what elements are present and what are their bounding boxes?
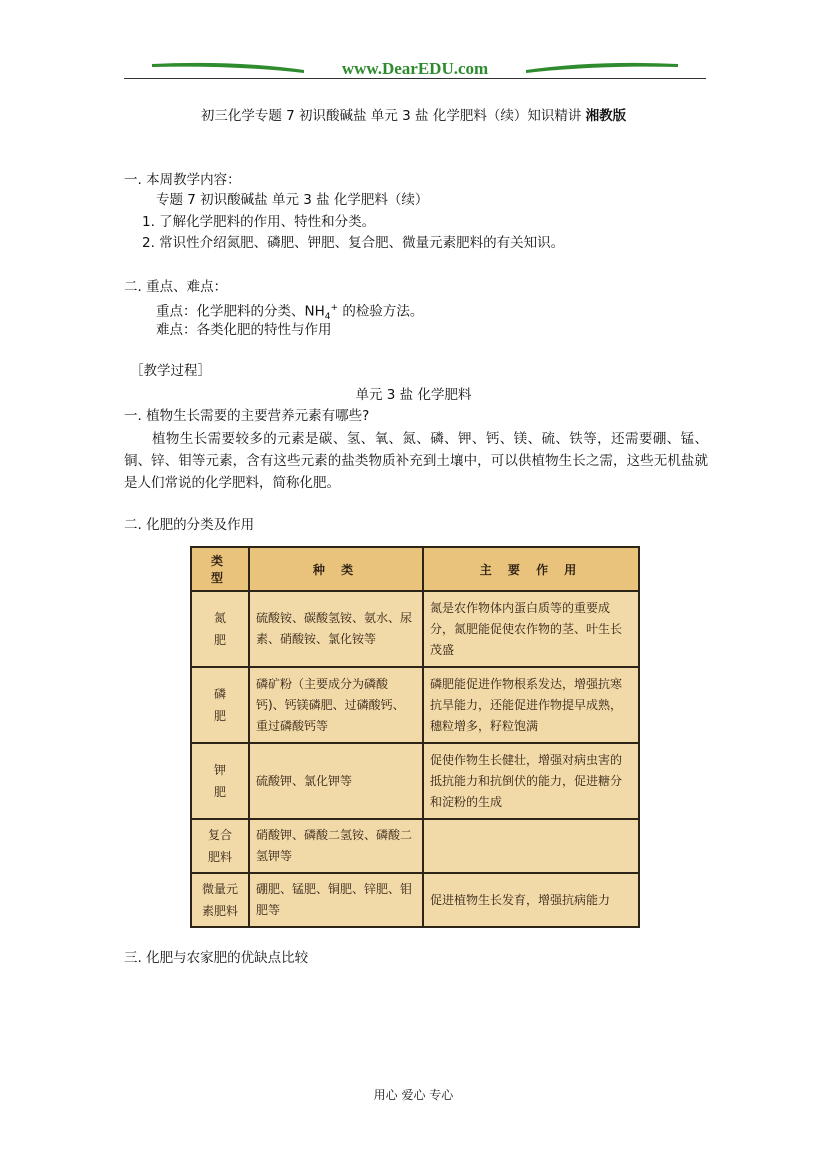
row-kinds: 硫酸铵、碳酸氢铵、氨水、尿素、硝酸铵、氯化铵等 — [249, 591, 423, 667]
question-1-paragraph: 植物生长需要较多的元素是碳、氢、氧、氮、磷、钾、钙、镁、硫、铁等，还需要硼、锰、铜、锌、钼等元素，含有这些元素的盐类物质补充到土壤中，可以供植物生长之需，这些无机盐就是人们常说的化学肥料，简称化肥。 — [124, 431, 708, 491]
row-role: 氮是农作物体内蛋白质等的重要成分，氮肥能促使农作物的茎、叶生长茂盛 — [423, 591, 639, 667]
section-2-heading: 二. 重点、难点： — [124, 279, 228, 295]
unit-title: 单元 3 盐 化学肥料 — [355, 387, 472, 403]
key-point-sub: 4 — [324, 312, 331, 323]
table-row — [191, 667, 639, 743]
table-row — [191, 819, 639, 873]
row-role — [423, 819, 639, 873]
row-kinds: 硼肥、锰肥、铜肥、锌肥、钼肥等 — [249, 873, 423, 927]
row-role: 促进植物生长发育，增强抗病能力 — [423, 873, 639, 927]
row-kinds: 硫酸钾、氯化钾等 — [249, 743, 423, 819]
question-3-heading: 三. 化肥与农家肥的优缺点比较 — [124, 950, 309, 966]
row-role: 促使作物生长健壮，增强对病虫害的抵抗能力和抗倒伏的能力，促进糖分和淀粉的生成 — [423, 743, 639, 819]
key-point-prefix: 重点：化学肥料的分类、NH — [156, 303, 325, 320]
header-kinds: 种 类 — [249, 547, 423, 591]
site-header — [124, 56, 706, 80]
site-url: www.DearEDU.com — [341, 59, 489, 78]
document-title — [0, 104, 827, 124]
process-label: ［教学过程］ — [130, 363, 211, 379]
key-point-sup: + — [330, 303, 339, 313]
header-type: 类 型 — [191, 547, 249, 591]
question-2-heading: 二. 化肥的分类及作用 — [124, 517, 255, 533]
section-1-item-2: 2. 常识性介绍氮肥、磷肥、钾肥、复合肥、微量元素肥料的有关知识。 — [142, 235, 565, 251]
row-kinds: 磷矿粉（主要成分为磷酸钙)、钙镁磷肥、过磷酸钙、重过磷酸钙等 — [249, 667, 423, 743]
section-1-subtitle: 专题 7 初识酸碱盐 单元 3 盐 化学肥料（续） — [156, 192, 429, 208]
title-edition: 湘教版 — [585, 108, 627, 124]
question-1-heading: 一. 植物生长需要的主要营养元素有哪些? — [124, 408, 370, 424]
row-type: 氮 肥 — [191, 591, 249, 667]
header-rule — [124, 78, 706, 79]
table-header-row — [191, 547, 639, 591]
row-type: 磷 肥 — [191, 667, 249, 743]
row-type: 微量元 素肥料 — [191, 873, 249, 927]
difficult-point: 难点：各类化肥的特性与作用 — [156, 322, 332, 338]
row-kinds: 硝酸钾、磷酸二氢铵、磷酸二氢钾等 — [249, 819, 423, 873]
section-1-item-1: 1. 了解化学肥料的作用、特性和分类。 — [142, 214, 376, 230]
table-row — [191, 591, 639, 667]
key-point-suffix: 的检验方法。 — [338, 303, 424, 320]
header-swoosh-icon — [124, 56, 706, 80]
page-footer: 用心 爱心 专心 — [373, 1088, 454, 1102]
title-main: 初三化学专题 7 初识酸碱盐 单元 3 盐 化学肥料（续）知识精讲 — [200, 108, 586, 124]
table-row — [191, 743, 639, 819]
row-role: 磷肥能促进作物根系发达，增强抗寒抗旱能力，还能促进作物提早成熟，穗粒增多，籽粒饱满 — [423, 667, 639, 743]
table-row — [191, 873, 639, 927]
header-role: 主 要 作 用 — [423, 547, 639, 591]
fertilizer-table — [190, 546, 640, 928]
row-type: 钾 肥 — [191, 743, 249, 819]
section-1-heading: 一. 本周教学内容： — [124, 172, 241, 188]
row-type: 复合 肥料 — [191, 819, 249, 873]
